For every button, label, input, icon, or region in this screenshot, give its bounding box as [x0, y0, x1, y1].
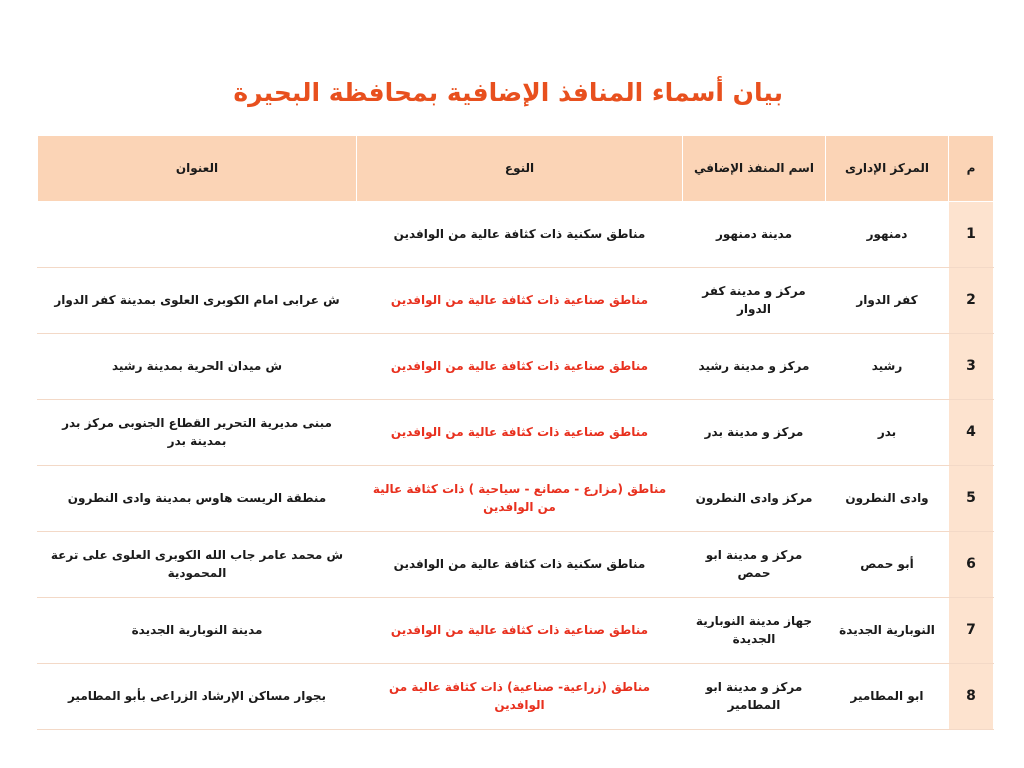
row-type: مناطق (مزارع - مصانع - سياحية ) ذات كثافة عالية من الوافدين: [357, 466, 683, 532]
row-center: وادى النطرون: [826, 466, 949, 532]
row-center: النوبارية الجديدة: [826, 598, 949, 664]
header-type: النوع: [357, 136, 683, 202]
row-num: 6: [949, 532, 994, 598]
row-num: 7: [949, 598, 994, 664]
row-outlet-name: مركز وادى النطرون: [683, 466, 826, 532]
row-num: 2: [949, 268, 994, 334]
row-type: مناطق صناعية ذات كثافة عالية من الوافدين: [357, 268, 683, 334]
header-center: المركز الإدارى: [826, 136, 949, 202]
row-address: ش ميدان الحرية بمدينة رشيد: [38, 334, 357, 400]
row-address: [38, 202, 357, 268]
row-type: مناطق صناعية ذات كثافة عالية من الوافدين: [357, 334, 683, 400]
row-num: 8: [949, 664, 994, 730]
row-address: مدينة النوبارية الجديدة: [38, 598, 357, 664]
outlets-table: [37, 135, 994, 730]
row-address: ش عرابى امام الكوبرى العلوى بمدينة كفر الدوار: [38, 268, 357, 334]
row-center: أبو حمص: [826, 532, 949, 598]
row-address: بجوار مساكن الإرشاد الزراعى بأبو المطامير: [38, 664, 357, 730]
row-num: 1: [949, 202, 994, 268]
table-row: [38, 598, 994, 664]
header-address: العنوان: [38, 136, 357, 202]
table-row: [38, 400, 994, 466]
row-outlet-name: مركز و مدينة بدر: [683, 400, 826, 466]
row-outlet-name: مركز و مدينة ابو المطامير: [683, 664, 826, 730]
page-title: بيان أسماء المنافذ الإضافية بمحافظة البحيرة: [233, 78, 783, 107]
row-type: مناطق صناعية ذات كثافة عالية من الوافدين: [357, 598, 683, 664]
row-type: مناطق سكنية ذات كثافة عالية من الوافدين: [357, 532, 683, 598]
row-center: دمنهور: [826, 202, 949, 268]
row-type: مناطق سكنية ذات كثافة عالية من الوافدين: [357, 202, 683, 268]
table-row: [38, 202, 994, 268]
row-outlet-name: مدينة دمنهور: [683, 202, 826, 268]
table-row: [38, 466, 994, 532]
row-num: 3: [949, 334, 994, 400]
row-outlet-name: جهاز مدينة النوبارية الجديدة: [683, 598, 826, 664]
table-header-row: [38, 136, 994, 202]
header-num: م: [949, 136, 994, 202]
row-address: ش محمد عامر جاب الله الكوبرى العلوى على ترعة المحمودية: [38, 532, 357, 598]
row-outlet-name: مركز و مدينة كفر الدوار: [683, 268, 826, 334]
header-outlet-name: اسم المنفذ الإضافي: [683, 136, 826, 202]
row-address: منطقة الريست هاوس بمدينة وادى النطرون: [38, 466, 357, 532]
row-center: رشيد: [826, 334, 949, 400]
row-center: كفر الدوار: [826, 268, 949, 334]
table-row: [38, 334, 994, 400]
row-address: مبنى مديرية التحرير القطاع الجنوبى مركز بدر بمدينة بدر: [38, 400, 357, 466]
table-row: [38, 664, 994, 730]
row-outlet-name: مركز و مدينة ابو حمص: [683, 532, 826, 598]
table-row: [38, 532, 994, 598]
row-center: ابو المطامير: [826, 664, 949, 730]
row-type: مناطق صناعية ذات كثافة عالية من الوافدين: [357, 400, 683, 466]
row-outlet-name: مركز و مدينة رشيد: [683, 334, 826, 400]
row-type: مناطق (زراعية- صناعية) ذات كثافة عالية من الوافدين: [357, 664, 683, 730]
row-center: بدر: [826, 400, 949, 466]
table-row: [38, 268, 994, 334]
row-num: 4: [949, 400, 994, 466]
row-num: 5: [949, 466, 994, 532]
